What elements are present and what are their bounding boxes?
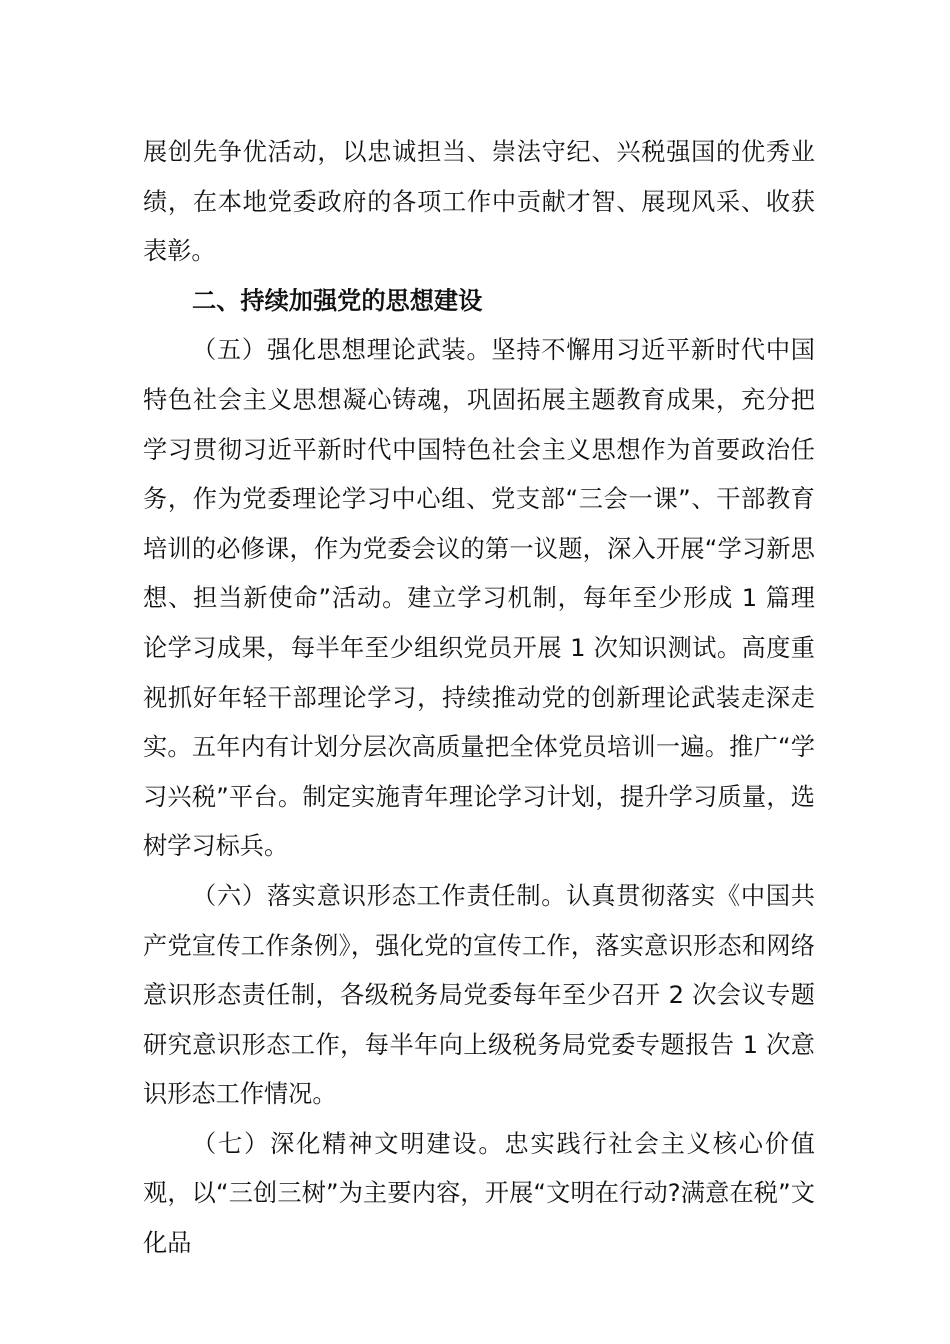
paragraph-seven: （七）深化精神文明建设。忠实践行社会主义核心价值观，以“三创三树”为主要内容，开展“文明在行动?满意在税”文化品	[143, 1129, 815, 1258]
paragraph-six: （六）落实意识形态工作责任制。认真贯彻落实《中国共产党宣传工作条例》，强化党的宣传工作，落实意识形态和网络意识形态责任制，各级税务局党委每年至少召开 2 次会议专题研究意识形态工作，每半年向上级税务局党委专题报告 1 次意识形态工作情况。	[143, 881, 815, 1109]
paragraph-five: （五）强化思想理论武装。坚持不懈用习近平新时代中国特色社会主义思想凝心铸魂，巩固拓展主题教育成果，充分把学习贯彻习近平新时代中国特色社会主义思想作为首要政治任务，作为党委理论学习中心组、党支部“三会一课”、干部教育培训的必修课，作为党委会议的第一议题，深入开展“学习新思想、担当新使命”活动。建立学习机制，每年至少形成 1 篇理论学习成果，每半年至少组织党员开展 1 次知识测试。高度重视抓好年轻干部理论学习，持续推动党的创新理论武装走深走实。五年内有计划分层次高质量把全体党员培训一遍。推广“学习兴税”平台。制定实施青年理论学习计划，提升学习质量，选树学习标兵。	[143, 336, 815, 861]
paragraph-continuation: 展创先争优活动，以忠诚担当、崇法守纪、兴税强国的优秀业绩，在本地党委政府的各项工作中贡献才智、展现风采、收获表彰。	[143, 138, 815, 266]
document-body	[143, 128, 815, 1269]
section-heading: 二、持续加强党的思想建设	[192, 286, 483, 315]
